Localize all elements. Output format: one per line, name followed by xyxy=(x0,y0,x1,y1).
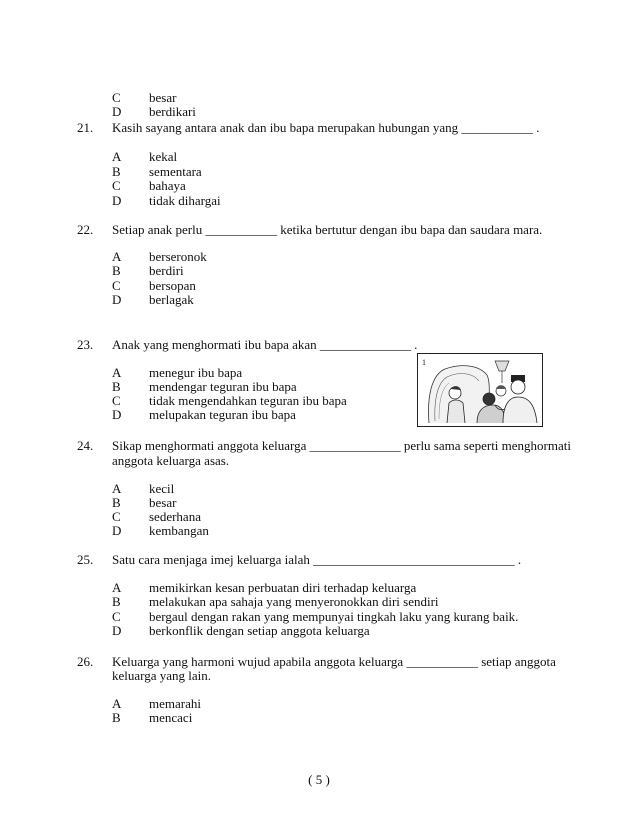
option-text: tidak mengendahkan teguran ibu bapa xyxy=(149,393,347,408)
question-stem: Sikap menghormati anggota keluarga ______________ perlu sama seperti menghormati xyxy=(112,438,571,453)
option-text: kembangan xyxy=(149,523,209,538)
option-text: mencaci xyxy=(149,710,193,725)
illustration-number: 1 xyxy=(422,358,426,367)
option-letter: C xyxy=(112,393,121,408)
option-letter: A xyxy=(112,149,122,164)
option-letter: C xyxy=(112,278,121,293)
question-number: 22. xyxy=(77,222,94,237)
option-text: berseronok xyxy=(149,249,207,264)
option-text: sederhana xyxy=(149,509,201,524)
option-text: bersopan xyxy=(149,278,196,293)
option-text: menegur ibu bapa xyxy=(149,365,243,380)
question-number: 25. xyxy=(77,552,94,567)
option-letter: B xyxy=(112,594,121,609)
option-letter: A xyxy=(112,365,122,380)
option-text: bahaya xyxy=(149,178,186,193)
option-letter: B xyxy=(112,164,121,179)
option-letter: D xyxy=(112,523,122,538)
option-text: memikirkan kesan perbuatan diri terhadap keluarga xyxy=(149,580,417,595)
question-stem: Keluarga yang harmoni wujud apabila anggota keluarga ___________ setiap anggota xyxy=(112,654,556,669)
question-number: 23. xyxy=(77,337,94,352)
option-text: melupakan teguran ibu bapa xyxy=(149,407,296,422)
family-illustration xyxy=(417,353,543,427)
question-stem: Setiap anak perlu ___________ ketika bertutur dengan ibu bapa dan saudara mara. xyxy=(112,222,543,237)
option-letter: B xyxy=(112,263,121,278)
option-letter: D xyxy=(112,193,122,208)
option-text: kekal xyxy=(149,149,178,164)
option-letter: D xyxy=(112,104,122,119)
option-letter: D xyxy=(112,292,122,307)
option-text: berdikari xyxy=(149,104,196,119)
question-stem: Satu cara menjaga imej keluarga ialah _______________________________ . xyxy=(112,552,522,567)
option-letter: A xyxy=(112,249,122,264)
option-text: bergaul dengan rakan yang mempunyai tingkah laku yang kurang baik. xyxy=(149,609,519,624)
option-text: besar xyxy=(149,90,177,105)
option-text: memarahi xyxy=(149,696,201,711)
option-text: berdiri xyxy=(149,263,184,278)
option-text: melakukan apa sahaja yang menyeronokkan diri sendiri xyxy=(149,594,439,609)
option-text: berlagak xyxy=(149,292,194,307)
question-number: 26. xyxy=(77,654,94,669)
option-letter: B xyxy=(112,710,121,725)
option-letter: D xyxy=(112,407,122,422)
option-letter: C xyxy=(112,609,121,624)
option-letter: B xyxy=(112,379,121,394)
option-letter: C xyxy=(112,178,121,193)
option-text: tidak dihargai xyxy=(149,193,221,208)
question-number: 21. xyxy=(77,120,94,135)
option-text: sementara xyxy=(149,164,202,179)
option-text: berkonflik dengan setiap anggota keluarga xyxy=(149,623,370,638)
question-stem: Kasih sayang antara anak dan ibu bapa merupakan hubungan yang ___________ . xyxy=(112,120,540,135)
question-stem: Anak yang menghormati ibu bapa akan ______________ . xyxy=(112,337,418,352)
option-letter: C xyxy=(112,509,121,524)
option-letter: C xyxy=(112,90,121,105)
question-stem: anggota keluarga asas. xyxy=(112,453,230,468)
option-text: mendengar teguran ibu bapa xyxy=(149,379,297,394)
option-text: kecil xyxy=(149,481,175,496)
option-letter: D xyxy=(112,623,122,638)
question-number: 24. xyxy=(77,438,94,453)
option-letter: A xyxy=(112,580,122,595)
page-number: ( 5 ) xyxy=(308,772,330,787)
option-letter: B xyxy=(112,495,121,510)
option-letter: A xyxy=(112,481,122,496)
option-letter: A xyxy=(112,696,122,711)
option-text: besar xyxy=(149,495,177,510)
question-stem: keluarga yang lain. xyxy=(112,668,212,683)
